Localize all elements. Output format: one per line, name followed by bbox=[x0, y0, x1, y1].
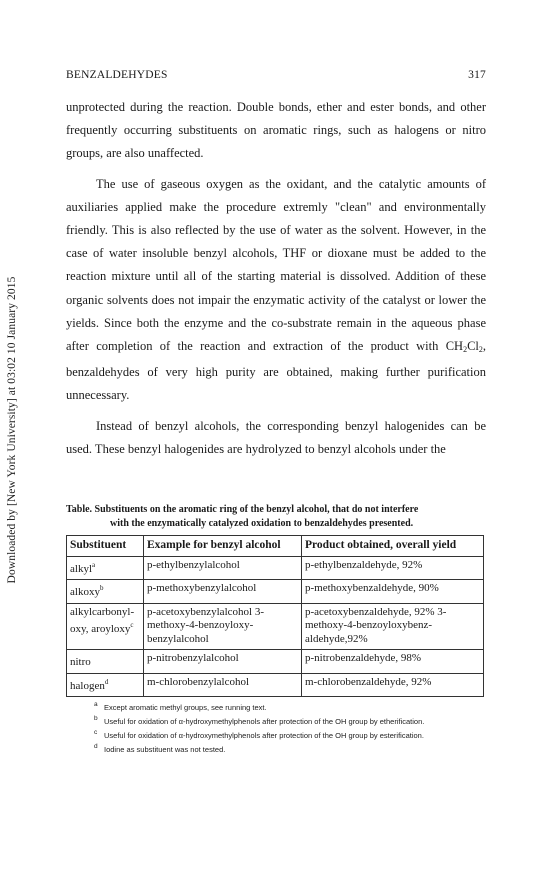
table-row bbox=[67, 580, 484, 604]
running-head bbox=[66, 69, 486, 85]
example-cell: p-ethylbenzylalcohol bbox=[144, 556, 302, 580]
footnote-ref: d bbox=[104, 677, 109, 686]
page-number: 317 bbox=[468, 69, 486, 81]
running-head-title: BENZALDEHYDES bbox=[66, 69, 168, 81]
footnote-text: Useful for oxidation of α-hydroxymethylphenols after protection of the OH group by etherification. bbox=[104, 717, 425, 726]
example-cell: p-methoxybenzylalcohol bbox=[144, 580, 302, 604]
footnote-mark: c bbox=[94, 729, 98, 736]
footnote-ref: c bbox=[130, 621, 134, 629]
example-cell: p-nitrobenzylalcohol bbox=[144, 650, 302, 674]
chemical-formula: $CH_2Cl_2$ bbox=[445, 339, 483, 355]
download-watermark-text: Downloaded by [New York University] at 03:02 10 January 2015 bbox=[6, 276, 18, 584]
table-row bbox=[67, 556, 484, 580]
paragraph-3: Instead of benzyl alcohols, the corresponding benzyl halogenides can be used. These benzyl halogenides are hydrolyzed to benzyl alcohols under the bbox=[66, 418, 486, 456]
table-caption-line-2: with the enzymatically catalyzed oxidation to benzaldehydes presented. bbox=[110, 518, 414, 529]
footnote bbox=[96, 730, 486, 741]
paragraph-2-text: The use of gaseous oxygen as the oxidant, and the catalytic amounts of auxiliaries applied make the procedure extremly "clean" and environmentally friendly. This is also reflected by the use of water as the solvent. However, in the case of water insoluble benzyl alcohols, THF or dioxane must be added to the reaction mixture until all of the starting material is dissolved. Addition of these organic solvents does not impair the enzymatic activity of the catalyst or lower the yields. Since both the enzyme and the co-substrate remain in the aqueous phase after completion of the reaction and extraction of the product with bbox=[66, 176, 486, 354]
footnote-mark: a bbox=[94, 701, 98, 708]
footnote-ref: b bbox=[99, 584, 104, 592]
footnotes bbox=[96, 702, 486, 758]
footnote bbox=[96, 744, 486, 755]
column-header-substituent: Substituent bbox=[67, 536, 144, 557]
footnote-text: Iodine as substituent was not tested. bbox=[104, 745, 226, 754]
substituent-cell: alkyl$^a$ bbox=[67, 556, 144, 580]
column-header-product: Product obtained, overall yield bbox=[302, 536, 484, 557]
table-row bbox=[67, 673, 484, 697]
body-text bbox=[66, 96, 486, 461]
substituent-cell: nitro bbox=[67, 650, 144, 674]
substituent-cell: halogen$^d$ bbox=[67, 673, 144, 697]
product-cell: p-nitrobenzaldehyde, 98% bbox=[302, 650, 484, 674]
footnote-text: Except aromatic methyl groups, see running text. bbox=[104, 703, 267, 712]
product-cell: p-acetoxybenzaldehyde, 92% 3-methoxy-4-benzoyloxybenz- aldehyde,92% bbox=[302, 603, 484, 650]
column-header-example: Example for benzyl alcohol bbox=[144, 536, 302, 557]
footnote bbox=[96, 716, 486, 727]
substituent-cell: alkoxy$^b$ bbox=[67, 580, 144, 604]
table-row bbox=[67, 650, 484, 674]
footnote-mark: b bbox=[94, 715, 98, 722]
footnote bbox=[96, 702, 486, 713]
substituent-table bbox=[66, 535, 484, 697]
product-cell: p-methoxybenzaldehyde, 90% bbox=[302, 580, 484, 604]
substituent-cell: alkylcarbonyl- oxy, aroyloxy$^c$ bbox=[67, 603, 144, 650]
paragraph-1: unprotected during the reaction. Double bonds, ether and ester bonds, and other frequently occurring substituents on aromatic rings, such as halogens or nitro groups, are also unaffected. bbox=[66, 100, 486, 161]
paragraph-2-tail: , benzaldehydes of very high purity are obtained, making further purification unnecessary. bbox=[66, 339, 487, 403]
footnote-text: Useful for oxidation of α-hydroxymethylphenols after protection of the OH group by esterification. bbox=[104, 731, 424, 740]
table-caption-line-1: Table. Substituents on the aromatic ring of the benzyl alcohol, that do not interfere bbox=[66, 504, 419, 515]
product-cell: p-ethylbenzaldehyde, 92% bbox=[302, 556, 484, 580]
table-row bbox=[67, 603, 484, 650]
table-header-row bbox=[67, 536, 484, 557]
footnote-mark: d bbox=[94, 743, 98, 750]
example-cell: p-acetoxybenzylalcohol 3-methoxy-4-benzoyloxy- benzylalcohol bbox=[144, 603, 302, 650]
table-caption bbox=[66, 503, 486, 531]
footnote-ref: a bbox=[92, 560, 96, 569]
product-cell: m-chlorobenzaldehyde, 92% bbox=[302, 673, 484, 697]
example-cell: m-chlorobenzylalcohol bbox=[144, 673, 302, 697]
paragraph-2 bbox=[66, 173, 486, 408]
